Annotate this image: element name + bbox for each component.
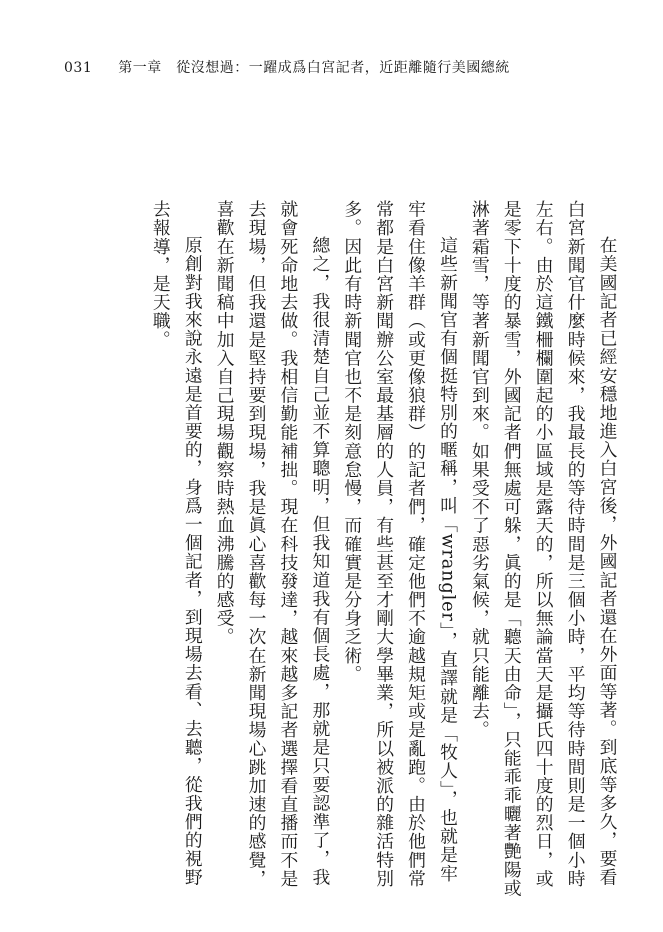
chapter-title: 第一章 從沒想過：一躍成爲白宮記者，近距離隨行美國總統	[118, 60, 510, 76]
paragraph-3: 總之，我很清楚自己並不算聰明，但我知道我有個長處，那就是只要認準了，我就會死命地去做。我相信勤能補拙。現在科技發達，越來越多記者選擇看直播而不是去現場，但我還是堅持要到現場，我是眞心喜歡每一次在新聞現場心跳加速的感覺，喜歡在新聞稿中加入自己現場觀察時熱血沸騰的感受。	[214, 200, 331, 888]
paragraph-4: 原創對我來說永遠是首要的，身爲一個記者，到現場去看、去聽，從我們的視野去報導，是天職。	[150, 200, 204, 887]
body-text	[144, 200, 623, 900]
running-header	[64, 57, 510, 77]
paragraph-1: 在美國記者已經安穩地進入白宮後，外國記者還在外面等著。到底等多久，要看白宮新聞官什麼時候來，我最長的等待時間是三個小時，平均等待時間則是一個小時左右。由於這鐵柵欄圍起的小區域是露天的，所以無論當天是攝氏四十度的烈日，或是零下十度的暴雪，外國記者們無處可躲，眞的是「聽天由命」，只能乖乖曬著艷陽或淋著霜雪，等著新聞官到來。如果受不了惡劣氣候，就只能離去。	[469, 200, 618, 898]
paragraph-2: 這些新聞官有個挺特別的暱稱，叫「wrangler」，直譯就是「牧人」，也就是牢牢看住像羊群（或更像狼群）的記者們，確定他們不逾越規矩或是亂跑。由於他們常常都是白宮新聞辦公室最基層的人員，有些甚至才剛大學畢業，所以被派的雜活特別多。因此有時新聞官也不是刻意怠慢，而確實是分身乏術。	[341, 200, 459, 888]
page-number: 031	[64, 60, 93, 76]
